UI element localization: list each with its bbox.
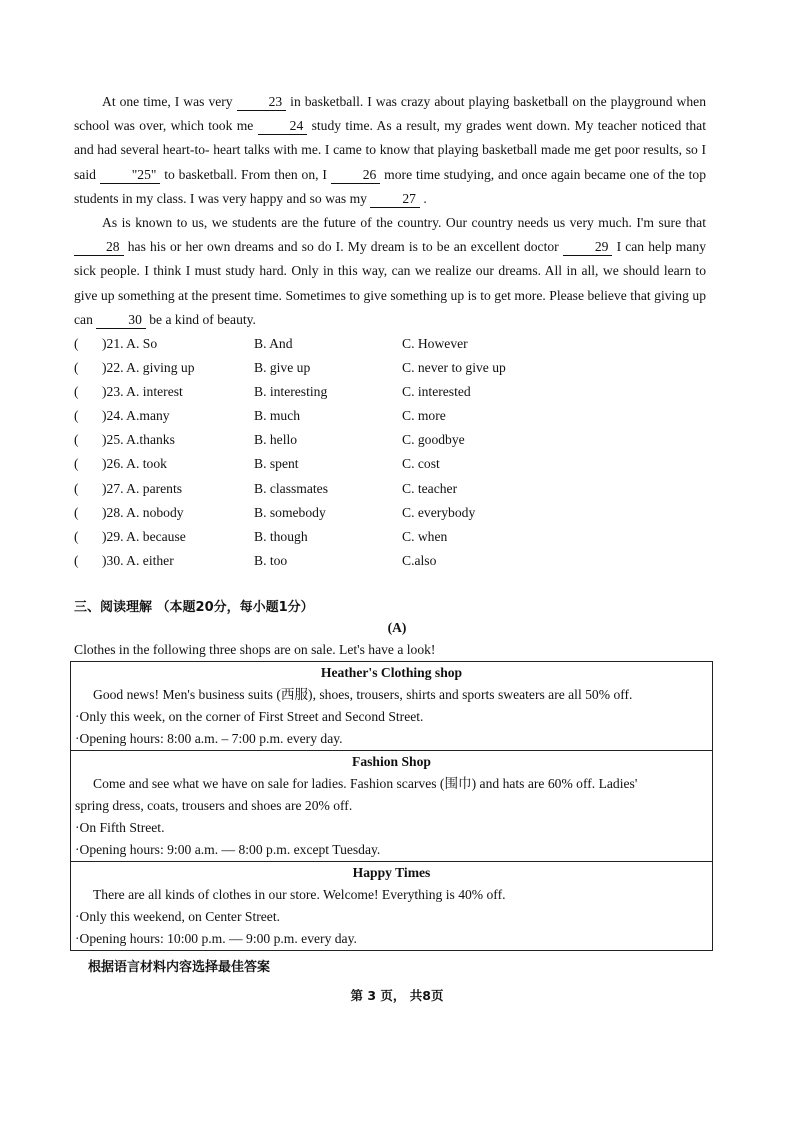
option-a: )28. A. nobody	[102, 504, 184, 520]
text-run: study time. As a result, my grades went down. My teacher noticed that and had several heart-to- heart talks with me. I came to know that playing basketball made me get poor results, so I said	[74, 118, 706, 182]
answer-bracket[interactable]: (	[74, 432, 79, 448]
question-29	[74, 525, 674, 549]
section-3-title: 三、阅读理解 （本题20分，每小题1分）	[74, 600, 314, 615]
shop-description: Come and see what we have on sale for ladies. Fashion scarves (围巾) and hats are 60% off. Ladies'	[93, 776, 638, 791]
option-a: )25. A.thanks	[102, 432, 175, 448]
shop-location: ·Only this weekend, on Center Street.	[75, 909, 280, 924]
shop-name: Happy Times	[352, 865, 431, 880]
blank-28: 28	[74, 239, 124, 256]
option-b: B. too	[254, 552, 288, 568]
answer-bracket[interactable]: (	[74, 528, 79, 544]
option-c: C. when	[402, 528, 448, 544]
question-23	[74, 380, 674, 404]
answer-bracket[interactable]: (	[74, 408, 79, 424]
text-run: to basketball. From then on, I	[160, 166, 331, 182]
question-instruction: 根据语言材料内容选择最佳答案	[88, 960, 271, 975]
question-24	[74, 404, 674, 428]
shop-happy-times	[71, 862, 712, 950]
option-b: B. give up	[254, 360, 311, 376]
option-b: B. though	[254, 528, 308, 544]
shop-hours: ·Opening hours: 10:00 p.m. — 9:00 p.m. every day.	[75, 931, 357, 946]
text-run: in basketball. I was crazy about playing basketball on the playground when school was over, which took me	[74, 94, 706, 134]
text-run: .	[419, 190, 427, 206]
option-a: )23. A. interest	[102, 384, 183, 400]
part-a-label: (A)	[387, 620, 407, 635]
shop-fashion	[71, 751, 712, 862]
page-footer: 第 3 页， 共8页	[350, 988, 444, 1003]
answer-bracket[interactable]: (	[74, 360, 79, 376]
answer-bracket[interactable]: (	[74, 456, 79, 472]
blank-26: 26	[331, 167, 381, 184]
question-27	[74, 477, 674, 501]
option-b: B. spent	[254, 456, 299, 472]
passage-paragraph-1	[74, 90, 706, 211]
option-a: )27. A. parents	[102, 480, 183, 496]
shop-description: Good news! Men's business suits (西服), shoes, trousers, shirts and sports sweaters are all 50% off.	[93, 687, 633, 702]
answer-bracket[interactable]: (	[74, 384, 79, 400]
option-a: )21. A. So	[102, 336, 158, 351]
option-c: C. interested	[402, 384, 471, 400]
answer-bracket[interactable]: (	[74, 480, 79, 496]
text-run: more time studying, and once again became one of the top students in my class. I was very happy and so was my	[74, 166, 706, 206]
option-b: B. And	[254, 336, 293, 351]
question-28	[74, 501, 674, 525]
blank-30: 30	[96, 312, 146, 329]
option-c: C. teacher	[402, 480, 458, 496]
option-c: C. never to give up	[402, 360, 506, 376]
question-26	[74, 452, 674, 476]
shops-table	[70, 661, 713, 951]
blank-29: 29	[563, 239, 613, 256]
answer-bracket[interactable]: (	[74, 504, 79, 520]
option-a: )29. A. because	[102, 528, 186, 544]
option-a: )26. A. took	[102, 456, 167, 472]
text-run: As is known to us, we students are the future of the country. Our country needs us very much. I'm sure that	[102, 215, 706, 231]
text-run: be a kind of beauty.	[145, 311, 256, 327]
text-run: At one time, I was very	[102, 94, 237, 109]
shop-location: ·On Fifth Street.	[75, 820, 165, 835]
shop-description: There are all kinds of clothes in our store. Welcome! Everything is 40% off.	[93, 887, 506, 902]
option-c: C.also	[402, 552, 437, 568]
blank-25: "25"	[100, 167, 161, 184]
shop-name: Fashion Shop	[352, 754, 431, 769]
answer-bracket[interactable]: (	[74, 552, 79, 568]
option-b: B. interesting	[254, 384, 328, 400]
option-b: B. much	[254, 408, 301, 424]
text-run: I can help many sick people. I think I must study hard. Only in this way, can we realize our dreams. All in all, we should learn to give up something at the present time. Sometimes to give something up is to get more. Please believe that giving up can	[74, 239, 706, 327]
option-c: C. However	[402, 336, 468, 351]
question-22	[74, 356, 674, 380]
shop-heathers	[71, 662, 712, 751]
text-run: has his or her own dreams and so do I. My dream is to be an excellent doctor	[123, 239, 563, 255]
answer-bracket[interactable]: (	[74, 336, 79, 351]
shop-description-cont: spring dress, coats, trousers and shoes are 20% off.	[75, 798, 353, 813]
question-25	[74, 428, 674, 452]
option-b: B. hello	[254, 432, 298, 448]
shop-hours: ·Opening hours: 9:00 a.m. — 8:00 p.m. except Tuesday.	[75, 842, 381, 857]
option-c: C. cost	[402, 456, 440, 472]
shop-hours: ·Opening hours: 8:00 a.m. – 7:00 p.m. every day.	[75, 731, 343, 746]
option-b: B. somebody	[254, 504, 326, 520]
option-c: C. everybody	[402, 504, 476, 520]
passage-paragraph-2	[74, 211, 706, 332]
option-c: C. goodbye	[402, 432, 465, 448]
blank-24: 24	[258, 118, 308, 135]
option-c: C. more	[402, 408, 446, 424]
answer-options	[74, 332, 674, 573]
cloze-passage	[74, 90, 706, 332]
shop-location: ·Only this week, on the corner of First Street and Second Street.	[75, 709, 424, 724]
option-a: )24. A.many	[102, 408, 170, 424]
blank-27: 27	[370, 191, 420, 208]
option-a: )22. A. giving up	[102, 360, 195, 376]
question-30	[74, 549, 674, 573]
option-b: B. classmates	[254, 480, 328, 496]
shop-name: Heather's Clothing shop	[320, 665, 463, 680]
option-a: )30. A. either	[102, 552, 174, 568]
blank-23: 23	[237, 94, 287, 111]
reading-intro: Clothes in the following three shops are on sale. Let's have a look!	[74, 642, 436, 657]
question-21	[74, 332, 674, 356]
